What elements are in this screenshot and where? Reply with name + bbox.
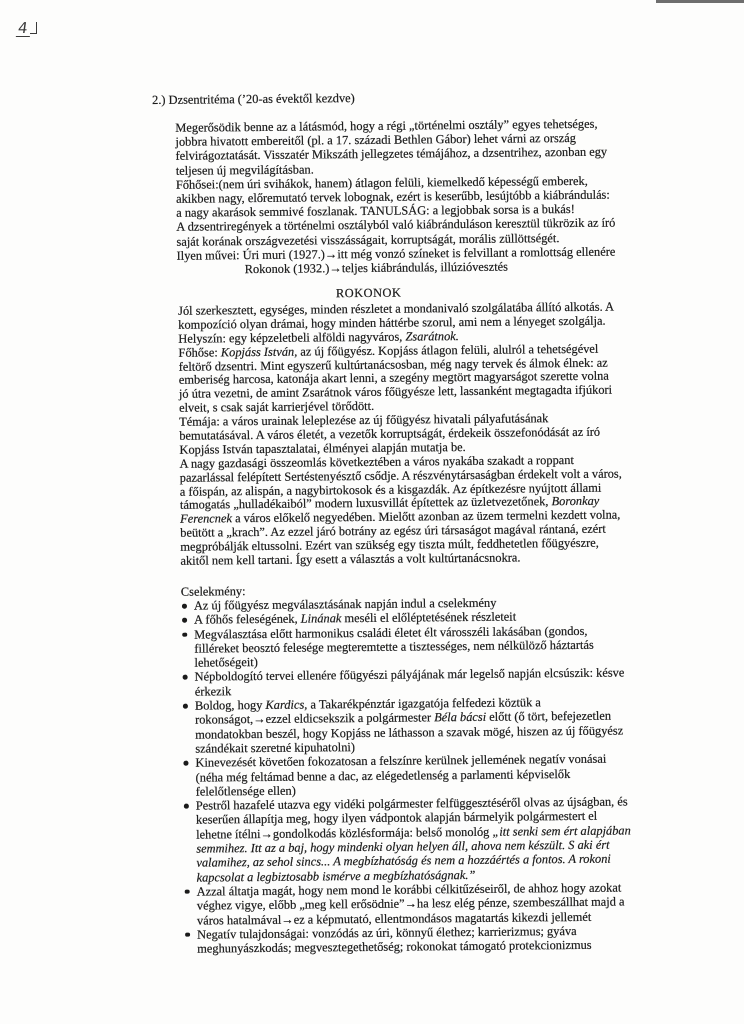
italic-text: kapcsolat a legbiztosabb ismérve a megbízhatóságnak.” (196, 867, 476, 885)
bullet-icon (182, 618, 187, 623)
rokonok-line: Témája: a város urainak leleplezése az új főügyész hivatali pályafutásának (179, 411, 549, 429)
text-segment: lehetne ítélni→gondolkodás közlésformája: belső monológ (196, 824, 493, 842)
italic-text: Kopjáss István (220, 344, 295, 360)
intro-lines (175, 117, 615, 263)
rokonok-line: emberiség harcosa, katonája akart lenni, a szegény megtört magyarságot szerette volna (178, 369, 609, 388)
text-segment: Helyszín: egy képzeletbeli alföldi nagyváros, (178, 329, 406, 346)
plot-item-text (197, 880, 632, 927)
plot-item-line: véghez vigye, előbb „meg kell erősödnie”→ha lesz elég pénze, szembeszállhat majd a (196, 894, 625, 913)
intro-line: akikben nagy, előremutató tervek lobognak, ezért is keserűbb, lesújtóbb a kiábrándulás: (175, 187, 610, 206)
rokonok-line: jó útra vezetni, de amint Zsarátnok város főügyésze lett, lassanként megtagadta ifjúkori (178, 382, 613, 402)
bullet-icon (183, 675, 188, 680)
intro-line: Ilyen művei: Úri muri (1927.)→itt még vonzó színeket is felvillant a romlottság ellenére (176, 244, 616, 263)
intro-line: felvirágoztatását. Visszatér Mikszáth jellegzetes témájához, a dzsentrihez, azonban egy (175, 144, 608, 164)
intro-paragraph (175, 117, 616, 277)
intro-line: a nagy akarások semmivé foszlanak. TANULSÁG: a legjobbak sorsa is a bukás! (176, 202, 575, 220)
plot-item-line: meghunyászkodás; megvesztegethetőség; rokonokat támogató protekcionizmus (197, 937, 592, 956)
plot-item-line: Pestről hazafelé utazva egy vidéki polgármester felfüggesztéséről olvas az újságban, és (195, 794, 628, 813)
rokonok-line: megpróbálják eltussolni. Ezért van szükség egy tiszta múlt, feddhetetlen főügyészre, (180, 535, 599, 554)
intro-line: Főhősei:(nem úri svihákok, hanem) átlagon felüli, kiemelkedő képességű emberek, (175, 173, 588, 192)
italic-text: „itt senki sem ért alapjában (492, 823, 631, 839)
rokonok-line: a főispán, az alispán, a nagybirtokosok és a kisgazdák. Az építkezésre nyújtott állami (179, 480, 602, 499)
plot-item-line: felelőtlensége ellen) (195, 783, 296, 799)
italic-text: Béla bácsi (434, 710, 487, 725)
rokonok-line: kompozíció olyan drámai, hogy minden háttérbe szorul, ami nem a lényeget szolgálja. (178, 313, 606, 332)
handwritten-page-number (17, 20, 37, 37)
text-segment: , a Takarékpénztár igazgatója felfedezi köztük a (304, 695, 541, 712)
italic-text: Zsarátnok. (405, 328, 459, 344)
text-segment: előtt (ő tört, befejezetlen (486, 708, 612, 725)
rokonok-line: feltörő dzsentri. Mint egyszerű kultúrtanácsosban, még nagy tervek és álmok élnek: az (178, 355, 608, 374)
italic-text: Ferencnek (180, 511, 233, 527)
plot-item (184, 795, 631, 885)
plot-item (183, 695, 630, 756)
plot-item-line: Népboldogító tervei ellenére főügyészi pályájának már legelső napján elcsúszik: késve (194, 665, 625, 685)
rokonok-line: beütött a „krach”. Az ezzel járó botrány az egész úri társaságot magával rántaná, ezért (180, 521, 606, 540)
italic-text: semmihez. Itt az a baj, hogy mindenki olyan helyen áll, ahova nem készült. S aki ért (196, 837, 610, 856)
rokonok-line: akitől nem kell tartani. Így esett a választás a volt kultúrtanácsnokra. (180, 550, 521, 568)
plot-bullet-list (182, 594, 632, 956)
text-segment: Főhőse: (178, 345, 221, 360)
rokonok-line: pazarlással felépített Sertéstenyésztő csődje. A részvénytársaságban érdekelt volt a város, (179, 466, 622, 485)
italic-text: valamihez, az sehol sincs... A megbízhatóság és nem a hozzáértés a fontos. A rokoni (196, 851, 611, 870)
plot-item (182, 623, 629, 670)
plot-item-line: filléreket beosztó felesége megteremtette a tisztességes, nem nélkülöző háztartás (194, 637, 594, 656)
bullet-icon (184, 804, 189, 809)
plot-label: Cselekmény: (180, 584, 246, 599)
plot-item-line: keserűen állapítja meg, hogy ilyen vádpontok alapján bármelyik polgármestert el (195, 809, 598, 828)
text-segment: támogatás „hulladékaiból” modern luxusvillát építettek az üzletvezetőnek, (179, 494, 552, 513)
rokonok-line: A nagy gazdasági összeomlás következtében a város nyakába szakadt a roppant (179, 452, 574, 471)
intro-line: saját korának országvezetési visszásságait, korruptságát, morális züllöttségét. (176, 230, 560, 249)
rokonok-line: bemutatásával. A város életét, a vezetők korruptságát, érdekeik összefonódását az író (179, 424, 601, 443)
plot-item-line: mondatokban beszél, hogy Kopjáss ne láthasson a szavak mögé, hiszen az új főügyész (195, 723, 624, 742)
plot-item-text (196, 795, 631, 885)
text-segment: a város előkelő negyedében. Mielőtt azonban az üzem termelni kezdett volna, (231, 507, 621, 526)
plot-item-line: város hatalmával→ez a képmutató, ellentmondásos magatartás kikezdi jellemét (196, 909, 592, 928)
rokonok-paragraph (178, 300, 623, 568)
italic-text: Boronkay (551, 494, 600, 509)
text-segment: Boldog, hogy (194, 697, 266, 713)
bullet-icon (185, 932, 190, 937)
rokonok-line: Jól szerkesztett, egységes, minden részletet a mondanivaló szolgálatába állító alkotás. A (178, 299, 615, 318)
plot-item-line: Megválasztása előtt harmonikus családi életet élt városszéli lakásában (gondos, (194, 623, 588, 642)
bullet-icon (183, 704, 188, 709)
text-segment: , az új főügyész. Kopjáss átlagon felüli, alulról a tehetségével (294, 341, 599, 359)
document-body (150, 85, 699, 990)
plot-item-line: szándékait szeretné kipuhatolni) (195, 740, 356, 756)
scan-edge-mark (656, 0, 744, 3)
plot-item (183, 666, 630, 699)
intro-line: A dzsentriregények a történelmi osztályból való kiábránduláson keresztül tükrözik az író (176, 215, 616, 235)
bullet-icon (182, 632, 187, 637)
bullet-icon (182, 604, 187, 609)
plot-item-line: érkezik (194, 684, 232, 699)
plot-item-text (197, 923, 632, 956)
plot-item-text (194, 623, 629, 670)
rokonok-line: Kopjáss István tapasztalatai, élményei alapján mutatja be. (179, 439, 466, 457)
works-continuation-line: Rokonok (1932.)→teljes kiábrándulás, illúzióvesztés (244, 259, 509, 276)
bullet-icon (183, 761, 188, 766)
plot-item (183, 752, 630, 799)
plot-item-text (195, 695, 630, 756)
plot-item-line: Azzal áltatja magát, hogy nem mond le korábbi célkitűzéseiről, de ahhoz hogy azokat (196, 880, 622, 899)
rokonok-line: elveit, s csak saját karrierjével törődött. (178, 399, 375, 415)
italic-text: Linának (300, 611, 342, 626)
intro-line: teljesen új megvilágításban. (175, 161, 314, 178)
plot-item-line: Kinevezését követően fokozatosan a felszínre kerülnek jellemének negatív vonásai (195, 751, 607, 770)
intro-line: Megerősödik benne az a látásmód, hogy a régi „történelmi osztály” egyes tehetséges, (175, 116, 598, 135)
intro-line: jobbra hivatott embereitől (pl. a 17. századi Bethlen Gábor) lehet várni az ország (175, 131, 577, 149)
section-heading: 2.) Dzsentritéma (’20-as évektől kezdve) (152, 91, 355, 107)
plot-item-line: (néha még feltámad benne a dac, az elégedetlenség a parlamenti képviselők (195, 766, 571, 785)
text-segment: rokonságot,→ezzel eldicsekszik a polgármester (194, 710, 435, 727)
rokonok-title: ROKONOK (335, 285, 402, 301)
page-number-text: 4 (16, 20, 32, 37)
plot-item-text (195, 752, 630, 799)
plot-item-text (195, 666, 630, 699)
italic-text: Kardics (265, 697, 305, 712)
text-segment: meséli el előléptetésének részleteit (341, 609, 517, 626)
plot-item (185, 880, 632, 927)
plot-item-line: Az új főügyész megválasztásának napján indul a cselekmény (193, 595, 497, 613)
bullet-icon (185, 890, 190, 895)
plot-item-line: Negatív tulajdonságai: vonzódás az úri, könnyű élethez; karrierizmus; gyáva (197, 923, 577, 942)
plot-item (185, 923, 632, 956)
text-segment: A főhős feleségének, (194, 611, 301, 627)
plot-item-line: lehetőségeit) (194, 655, 258, 670)
